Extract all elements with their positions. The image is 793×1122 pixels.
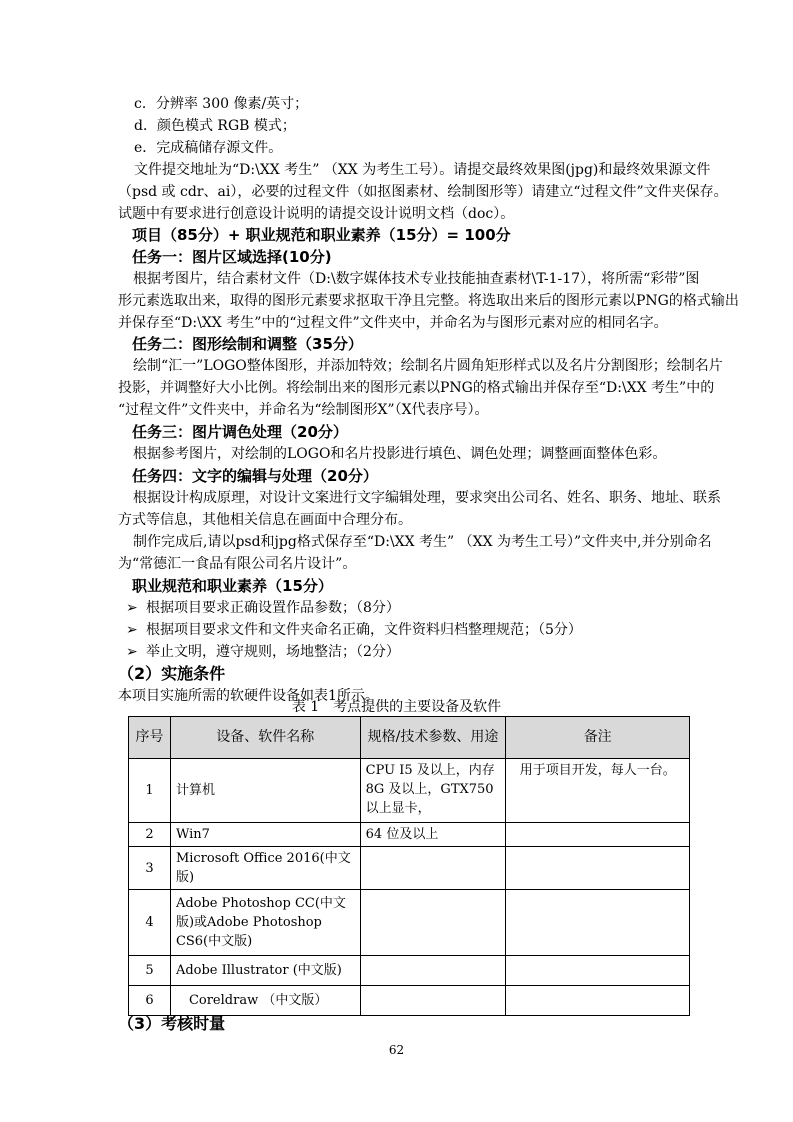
professional-heading: 职业规范和职业素养（15分） bbox=[132, 577, 333, 595]
cell-no: 5 bbox=[129, 956, 171, 986]
table-row bbox=[129, 986, 690, 1016]
text-line: （psd 或 cdr、ai），必要的过程文件（如抠图素材、绘制图形等）请建立“过程文件”文件夹保存。 bbox=[118, 184, 728, 200]
cell-spec: CPU I5 及以上，内存 8G 及以上，GTX750 以上显卡， bbox=[360, 759, 506, 823]
cell-note: 用于项目开发，每人一台。 bbox=[506, 759, 690, 823]
cell-spec bbox=[360, 986, 506, 1016]
header-cell: 规格/技术参数、用途 bbox=[360, 717, 506, 759]
cell-note bbox=[506, 823, 690, 847]
bullet-item: ➢ 举止文明，遵守规则，场地整洁；（2分） bbox=[126, 644, 400, 660]
text-line: 根据参考图片，对绘制的LOGO和名片投影进行填色、调色处理；调整画面整体色彩。 bbox=[133, 446, 667, 462]
text-line: 并保存至“D:\XX 考生”中的“过程文件”文件夹中，并命名为与图形元素对应的相同名字。 bbox=[118, 315, 668, 331]
table-row bbox=[129, 759, 690, 823]
section-heading-duration: （3）考核时量 bbox=[118, 1014, 226, 1033]
bullet-arrow-icon: ➢ bbox=[126, 600, 138, 616]
text-line: 投影，并调整好大小比例。将绘制出来的图形元素以PNG的格式输出并保存至“D:\XX 考生”中的 bbox=[118, 380, 715, 396]
bullet-item: ➢ 根据项目要求文件和文件夹命名正确，文件资料归档整理规范；（5分） bbox=[126, 622, 582, 638]
header-cell: 序号 bbox=[129, 717, 171, 759]
cell-note bbox=[506, 890, 690, 956]
bullet-item: ➢ 根据项目要求正确设置作品参数；（8分） bbox=[126, 600, 400, 616]
table-row bbox=[129, 847, 690, 890]
cell-no: 4 bbox=[129, 890, 171, 956]
text-line: 文件提交地址为“D:\XX 考生” （XX 为考生工号）。请提交最终效果图(jpg)和最终效果源文件 bbox=[134, 162, 711, 178]
bullet-arrow-icon: ➢ bbox=[126, 622, 138, 638]
cell-spec: 64 位及以上 bbox=[360, 823, 506, 847]
text-line: 形元素选取出来，取得的图形元素要求抠取干净且完整。将选取出来后的图形元素以PNG的格式输出 bbox=[118, 293, 739, 309]
cell-no: 1 bbox=[129, 759, 171, 823]
text-line: 制作完成后,请以psd和jpg格式保存至“D:\XX 考生” （XX 为考生工号）”文件夹中,并分别命名 bbox=[133, 534, 712, 550]
cell-note bbox=[506, 986, 690, 1016]
cell-spec bbox=[360, 956, 506, 986]
cell-spec bbox=[360, 847, 506, 890]
project-score-heading: 项目（85分）+ 职业规范和职业素养（15分）= 100分 bbox=[132, 226, 511, 244]
cell-name: Win7 bbox=[170, 823, 360, 847]
cell-name: Microsoft Office 2016(中文版) bbox=[170, 847, 360, 890]
text-line: d．颜色模式 RGB 模式； bbox=[134, 118, 296, 134]
cell-no: 6 bbox=[129, 986, 171, 1016]
section-heading-conditions: （2）实施条件 bbox=[118, 664, 226, 683]
page-number: 62 bbox=[388, 1043, 405, 1057]
text-line: 试题中有要求进行创意设计说明的请提交设计说明文档（doc）。 bbox=[118, 206, 515, 222]
cell-name: 计算机 bbox=[170, 759, 360, 823]
text-line: 本项目实施所需的软硬件设备如表1所示。 bbox=[118, 688, 379, 704]
text-line: “过程文件”文件夹中，并命名为“绘制图形X”（X代表序号）。 bbox=[118, 402, 489, 418]
cell-name: Adobe Illustrator (中文版) bbox=[170, 956, 360, 986]
bullet-arrow-icon: ➢ bbox=[126, 644, 138, 660]
text-line: 根据设计构成原理，对设计文案进行文字编辑处理，要求突出公司名、姓名、职务、地址、联系 bbox=[133, 490, 721, 506]
task3-heading: 任务三：图片调色处理（20分） bbox=[132, 423, 348, 441]
cell-note bbox=[506, 847, 690, 890]
table-row bbox=[129, 956, 690, 986]
task4-heading: 任务四：文字的编辑与处理（20分） bbox=[132, 467, 378, 485]
table-row bbox=[129, 890, 690, 956]
cell-name: Adobe Photoshop CC(中文版)或Adobe Photoshop CS6(中文版) bbox=[170, 890, 360, 956]
cell-spec bbox=[360, 890, 506, 956]
equipment-table bbox=[128, 716, 690, 1016]
table-caption: 表 1 考点提供的主要设备及软件 bbox=[291, 699, 502, 715]
header-cell: 备注 bbox=[506, 717, 690, 759]
cell-note bbox=[506, 956, 690, 986]
text-line: e．完成稿储存源文件。 bbox=[134, 140, 283, 156]
text-line: 为“常德汇一食品有限公司名片设计”。 bbox=[118, 556, 357, 572]
cell-no: 3 bbox=[129, 847, 171, 890]
table-row bbox=[129, 823, 690, 847]
cell-name: Coreldraw （中文版） bbox=[170, 986, 360, 1016]
header-cell: 设备、软件名称 bbox=[170, 717, 360, 759]
text-line: 根据考图片，结合素材文件（D:\数字媒体技术专业技能抽查素材\T-1-17），将所需“彩带”图 bbox=[133, 271, 700, 287]
table-header-row bbox=[129, 717, 690, 759]
text-line: 方式等信息，其他相关信息在画面中合理分布。 bbox=[118, 512, 412, 528]
text-line: 绘制“汇一”LOGO整体图形，并添加特效；绘制名片圆角矩形样式以及名片分割图形；绘制名片 bbox=[133, 358, 723, 374]
task1-heading: 任务一：图片区域选择(10分) bbox=[132, 248, 332, 266]
cell-no: 2 bbox=[129, 823, 171, 847]
text-line: c．分辨率 300 像素/英寸； bbox=[134, 96, 309, 112]
task2-heading: 任务二：图形绘制和调整（35分） bbox=[132, 335, 363, 353]
